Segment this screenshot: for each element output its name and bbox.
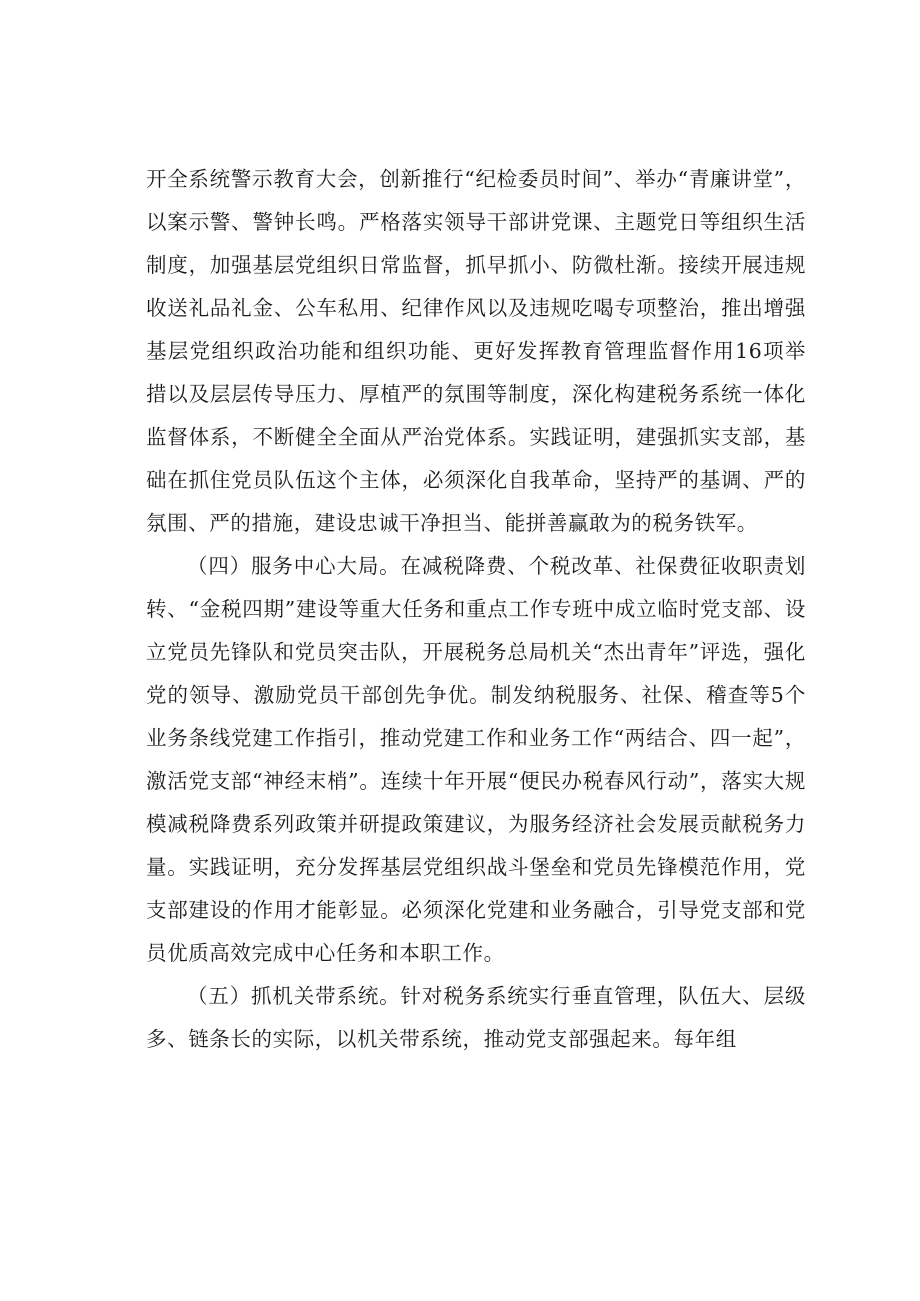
paragraph-section-5: （五）抓机关带系统。针对税务系统实行垂直管理，队伍大、层级多、链条长的实际，以机关带系统，推动党支部强起来。每年组 [146,984,806,1051]
document-body [146,158,806,1061]
paragraph-continued: 开全系统警示教育大会，创新推行“纪检委员时间”、举办“青廉讲堂”，以案示警、警钟长鸣。严格落实领导干部讲党课、主题党日等组织生活制度，加强基层党组织日常监督，抓早抓小、防微杜渐。接续开展违规收送礼品礼金、公车私用、纪律作风以及违规吃喝专项整治，推出增强基层党组织政治功能和组织功能、更好发挥教育管理监督作用16项举措以及层层传导压力、厚植严的氛围等制度，深化构建税务系统一体化监督体系，不断健全全面从严治党体系。实践证明，建强抓实支部，基础在抓住党员队伍这个主体，必须深化自我革命，坚持严的基调、严的氛围、严的措施，建设忠诚干净担当、能拼善赢敢为的税务铁军。 [146,167,806,535]
paragraph-section-4: （四）服务中心大局。在减税降费、个税改革、社保费征收职责划转、“金税四期”建设等重大任务和重点工作专班中成立临时党支部、设立党员先锋队和党员突击队，开展税务总局机关“杰出青年”评选，强化党的领导、激励党员干部创先争优。制发纳税服务、社保、稽查等5个业务条线党建工作指引，推动党建工作和业务工作“两结合、四一起”，激活党支部“神经末梢”。连续十年开展“便民办税春风行动”，落实大规模减税降费系列政策并研提政策建议，为服务经济社会发展贡献税务力量。实践证明，充分发挥基层党组织战斗堡垒和党员先锋模范作用，党支部建设的作用才能彰显。必须深化党建和业务融合，引导党支部和党员优质高效完成中心任务和本职工作。 [146,554,806,965]
